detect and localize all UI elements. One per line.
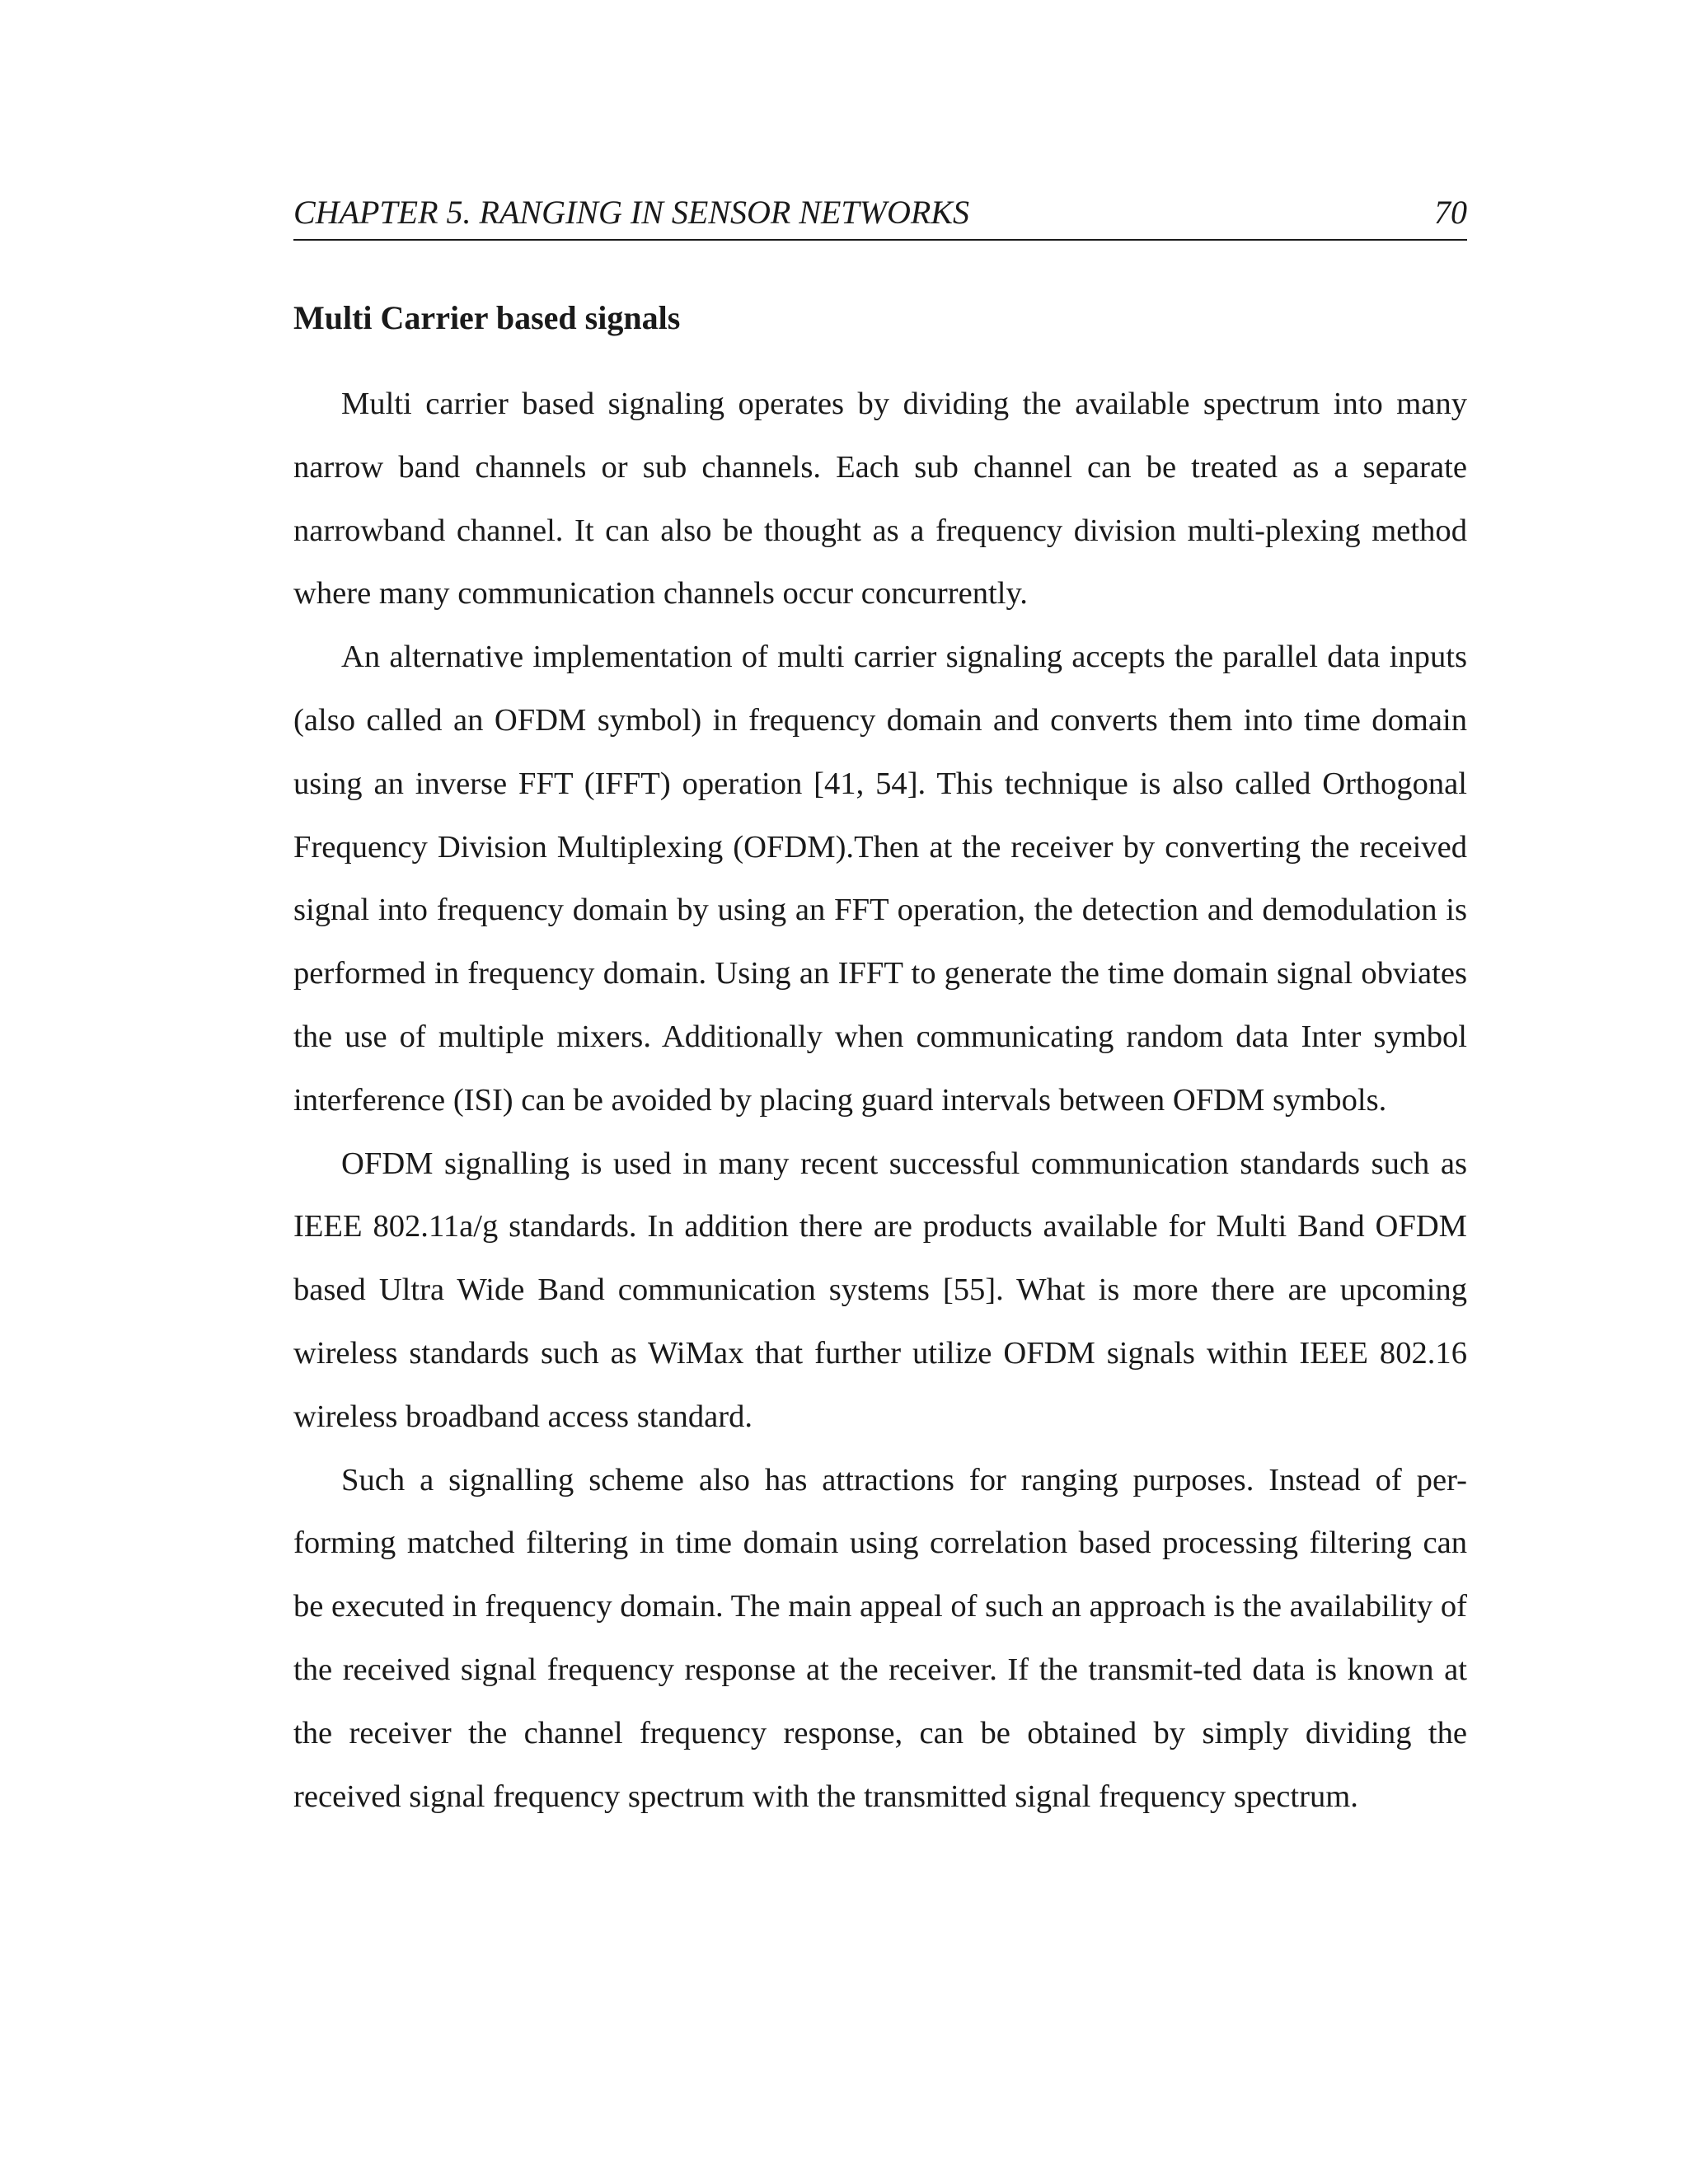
running-header xyxy=(293,190,1467,241)
page-number: 70 xyxy=(1434,194,1467,231)
page xyxy=(293,190,1467,1828)
body-text xyxy=(293,373,1467,1828)
paragraph-3: OFDM signalling is used in many recent successful communication standards such as IEEE 802.11a/g standards. In addition there are products available for Multi Band OFDM based Ultra Wide Band communication systems [55]. What is more there are upcoming wireless standards such as WiMax that further utilize OFDM signals within IEEE 802.16 wireless broadband access standard. xyxy=(293,1146,1467,1434)
paragraph-2: An alternative implementation of multi carrier signaling accepts the parallel data inputs (also called an OFDM symbol) in frequency domain and converts them into time domain using an inverse FFT (IFFT) operation [41, 54]. This technique is also called Orthogonal Frequency Division Multiplexing (OFDM).Then at the receiver by converting the received signal into frequency domain by using an FFT operation, the detection and demodulation is performed in frequency domain. Using an IFFT to generate the time domain signal obviates the use of multiple mixers. Additionally when communicating random data Inter symbol interference (ISI) can be avoided by placing guard intervals between OFDM symbols. xyxy=(293,640,1467,1118)
chapter-title: CHAPTER 5. RANGING IN SENSOR NETWORKS xyxy=(293,194,969,231)
paragraph-1: Multi carrier based signaling operates by dividing the available spectrum into many narrow band channels or sub channels. Each sub channel can be treated as a separate narrowband channel. It can also be thought as a frequency division multi-plexing method where many communication channels occur concurrently. xyxy=(293,387,1467,612)
section-heading: Multi Carrier based signals xyxy=(293,299,681,336)
paragraph-4: Such a signalling scheme also has attractions for ranging purposes. Instead of per-forming matched filtering in time domain using correlation based processing filtering can be executed in frequency domain. The main appeal of such an approach is the availability of the received signal frequency response at the receiver. If the transmit-ted data is known at the receiver the channel frequency response, can be obtained by simply dividing the received signal frequency spectrum with the transmitted signal frequency spectrum. xyxy=(293,1462,1467,1814)
